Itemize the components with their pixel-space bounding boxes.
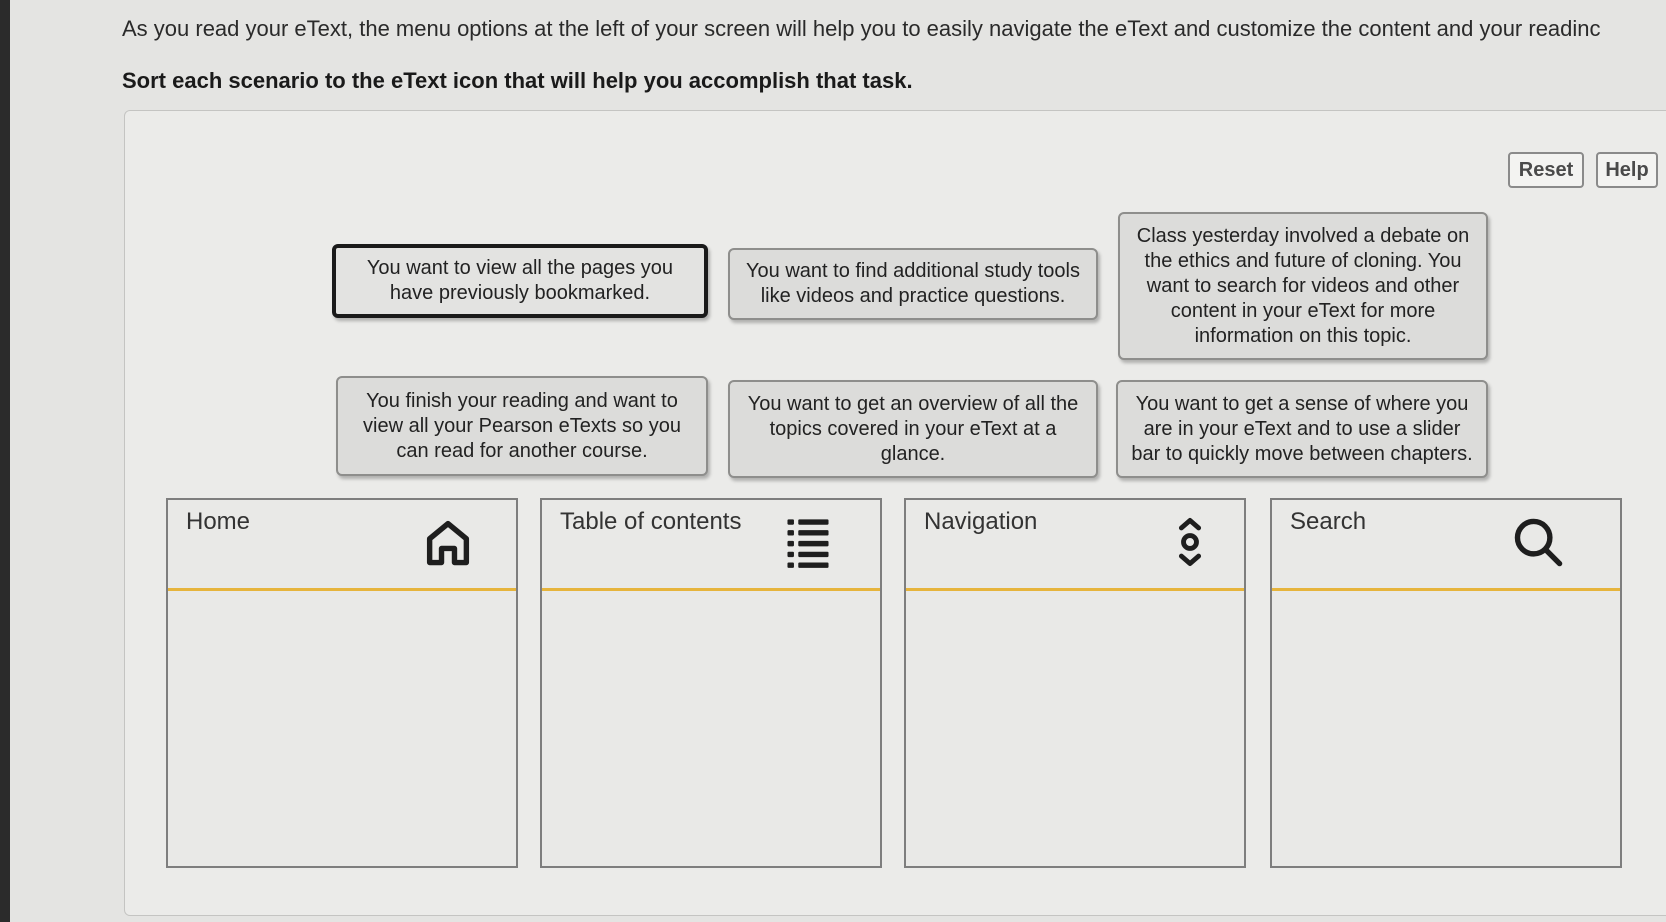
scenario-text: You want to get an overview of all the topics covered in your eText at a glance.	[747, 392, 1079, 465]
scenario-text: You want to get a sense of where you are in your eText and to use a slider bar to quickly move between chapters.	[1131, 392, 1473, 465]
instruction-text: Sort each scenario to the eText icon that will help you accomplish that task.	[122, 68, 913, 93]
scenario-text: Class yesterday involved a debate on the ethics and future of cloning. You want to search for videos and other content in your eText for more information on this topic.	[1136, 224, 1470, 347]
zone-header	[1272, 500, 1620, 591]
scenario-card[interactable]	[336, 376, 708, 476]
drop-zone-home[interactable]	[166, 498, 518, 868]
scenario-text: You want to find additional study tools like videos and practice questions.	[746, 260, 1080, 307]
list-icon	[778, 512, 838, 572]
search-icon	[1508, 512, 1568, 572]
help-button[interactable]: Help	[1596, 152, 1658, 188]
scenario-text: You want to view all the pages you have previously bookmarked.	[366, 257, 674, 304]
scenario-text: You finish your reading and want to view all your Pearson eTexts so you can read for another course.	[363, 389, 681, 462]
home-icon	[418, 512, 478, 572]
drop-zone-search[interactable]	[1270, 498, 1622, 868]
zone-label: Search	[1290, 508, 1367, 535]
scenario-card[interactable]	[728, 380, 1098, 478]
drop-zone-table-of-contents[interactable]	[540, 498, 882, 868]
zone-label: Navigation	[924, 508, 1038, 535]
scenario-card[interactable]	[332, 244, 708, 318]
zone-label: Table of contents	[560, 508, 742, 535]
intro-text: As you read your eText, the menu options at the left of your screen will help you to easily navigate the eText and customize the content and your readinc	[122, 16, 1601, 41]
zone-label: Home	[186, 508, 251, 535]
drop-zone-navigation[interactable]	[904, 498, 1246, 868]
reset-button[interactable]: Reset	[1508, 152, 1584, 188]
navigation-icon	[1160, 512, 1220, 572]
zone-header	[906, 500, 1244, 591]
zone-header	[542, 500, 880, 591]
scenario-card[interactable]	[728, 248, 1098, 320]
scenario-card[interactable]	[1116, 380, 1488, 478]
zone-header	[168, 500, 516, 591]
screen-edge	[0, 0, 10, 922]
scenario-card[interactable]	[1118, 212, 1488, 360]
